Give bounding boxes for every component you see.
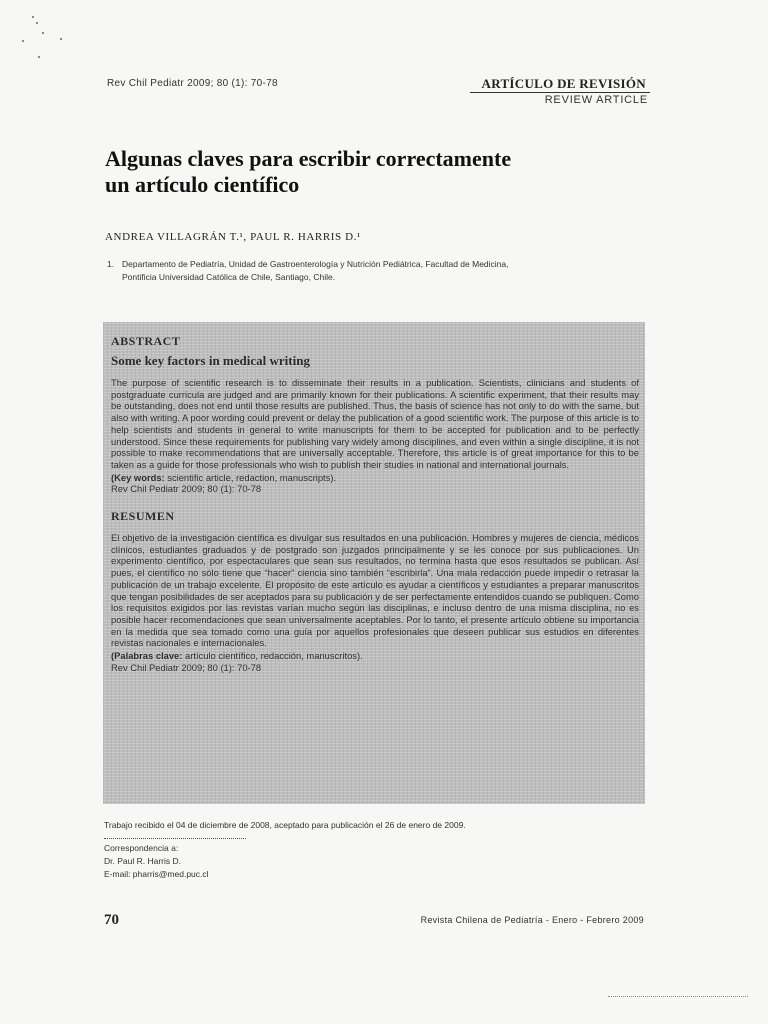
journal-footer: Revista Chilena de Pediatría - Enero - Febrero 2009 bbox=[420, 915, 644, 925]
article-authors: ANDREA VILLAGRÁN T.¹, PAUL R. HARRIS D.¹ bbox=[105, 231, 361, 243]
resumen-keywords-label: (Palabras clave: bbox=[111, 650, 183, 662]
abstract-citation: Rev Chil Pediatr 2009; 80 (1): 70-78 bbox=[111, 483, 262, 495]
scan-specks bbox=[22, 14, 52, 64]
article-title bbox=[105, 146, 625, 198]
correspondence-email: E-mail: pharris@med.puc.cl bbox=[104, 869, 209, 879]
page-number: 70 bbox=[104, 912, 119, 928]
scan-dotted-line bbox=[608, 996, 748, 997]
article-title-line-1: Algunas claves para escribir correctamente bbox=[105, 146, 512, 171]
correspondence-label: Correspondencia a: bbox=[104, 843, 179, 853]
affiliation-number: 1. bbox=[107, 259, 115, 269]
article-title-line-2: un artículo científico bbox=[105, 172, 300, 197]
abstract-keywords-list: scientific article, redaction, manuscripts). bbox=[167, 471, 337, 483]
correspondence-block bbox=[104, 842, 209, 881]
author-affiliation bbox=[107, 258, 607, 284]
abstract-body: The purpose of scientific research is to disseminate their results in a publication. Scientists, clinicians and students of postgraduate curricula are judged and are primarily known for their publications. A scientific experiment, that their results may be outstanding, does not end until those results are published. Thus, the basis of science has not only to do with the same, but also with writing. A poor wording could prevent or delay the publication of a good scientific work. The purpose of this article is to help scientists and students in general to write manuscripts for them to be accepted for publication and to be perfectly understood. Since these requirements for publishing vary widely among disciplines, and even within a single discipline, it is not possible to make recommendations that are universally acceptable. Therefore, this article is of great importance for this to be taken as a guide for those professionals who wish to publish their studies in national and international journals. bbox=[111, 377, 639, 470]
abstract-keywords-label: (Key words: bbox=[111, 471, 165, 483]
resumen-keywords bbox=[111, 650, 639, 662]
section-label-english: REVIEW ARTICLE bbox=[544, 94, 648, 106]
header-rule bbox=[470, 92, 650, 93]
correspondence-name: Dr. Paul R. Harris D. bbox=[104, 856, 181, 866]
resumen-citation: Rev Chil Pediatr 2009; 80 (1): 70-78 bbox=[111, 661, 262, 673]
received-note: Trabajo recibido el 04 de diciembre de 2008, aceptado para publicación el 26 de enero de 2009. bbox=[104, 820, 466, 830]
affiliation-line-1: Departamento de Pediatría, Unidad de Gastroenterología y Nutrición Pediátrica, Facultad de Medicina, bbox=[122, 259, 509, 269]
section-label-spanish: ARTÍCULO DE REVISIÓN bbox=[481, 76, 646, 91]
abstract-box bbox=[103, 322, 645, 804]
abstract-subtitle: Some key factors in medical writing bbox=[111, 353, 310, 368]
affiliation-line-2: Pontificia Universidad Católica de Chile, Santiago, Chile. bbox=[122, 272, 336, 282]
journal-citation: Rev Chil Pediatr 2009; 80 (1): 70-78 bbox=[107, 78, 278, 89]
resumen-heading: RESUMEN bbox=[111, 509, 175, 524]
correspondence-rule bbox=[104, 838, 246, 839]
resumen-body: El objetivo de la investigación científica es divulgar sus resultados en una publicación. Hombres y mujeres de ciencia, médicos clínicos, estudiantes graduados y de postgrado son juzgados principalmente y se les conoce por sus publicaciones. Un experimento científico, por espectaculares que sean sus resultados, no termina hasta que esos resultados se publican. Así pues, el científico no sólo tiene que “hacer” ciencia sino también “escribirla”. Una mala redacción puede impedir o retrasar la publicación de un trabajo excelente. El propósito de este artículo es ayudar a científicos y estudiantes a preparar manuscritos que tengan posibilidades de ser aceptados para su publicación y de ser perfectamente entendidos cuando se publiquen. Como los requisitos exigidos por las revistas varían mucho según las disciplinas, e incluso dentro de una misma disciplina, no es posible hacer recomendaciones que sean universalmente aceptables. Por lo tanto, el presente artículo obtiene su importancia en la medida que sea tomado como una guía por aquellos profesionales que deseen publicar sus estudios en diferentes revistas nacionales e internacionales. bbox=[111, 532, 639, 649]
abstract-heading: ABSTRACT bbox=[111, 334, 181, 348]
abstract-keywords bbox=[111, 472, 639, 484]
resumen-keywords-list: artículo científico, redacción, manuscritos). bbox=[185, 650, 363, 662]
